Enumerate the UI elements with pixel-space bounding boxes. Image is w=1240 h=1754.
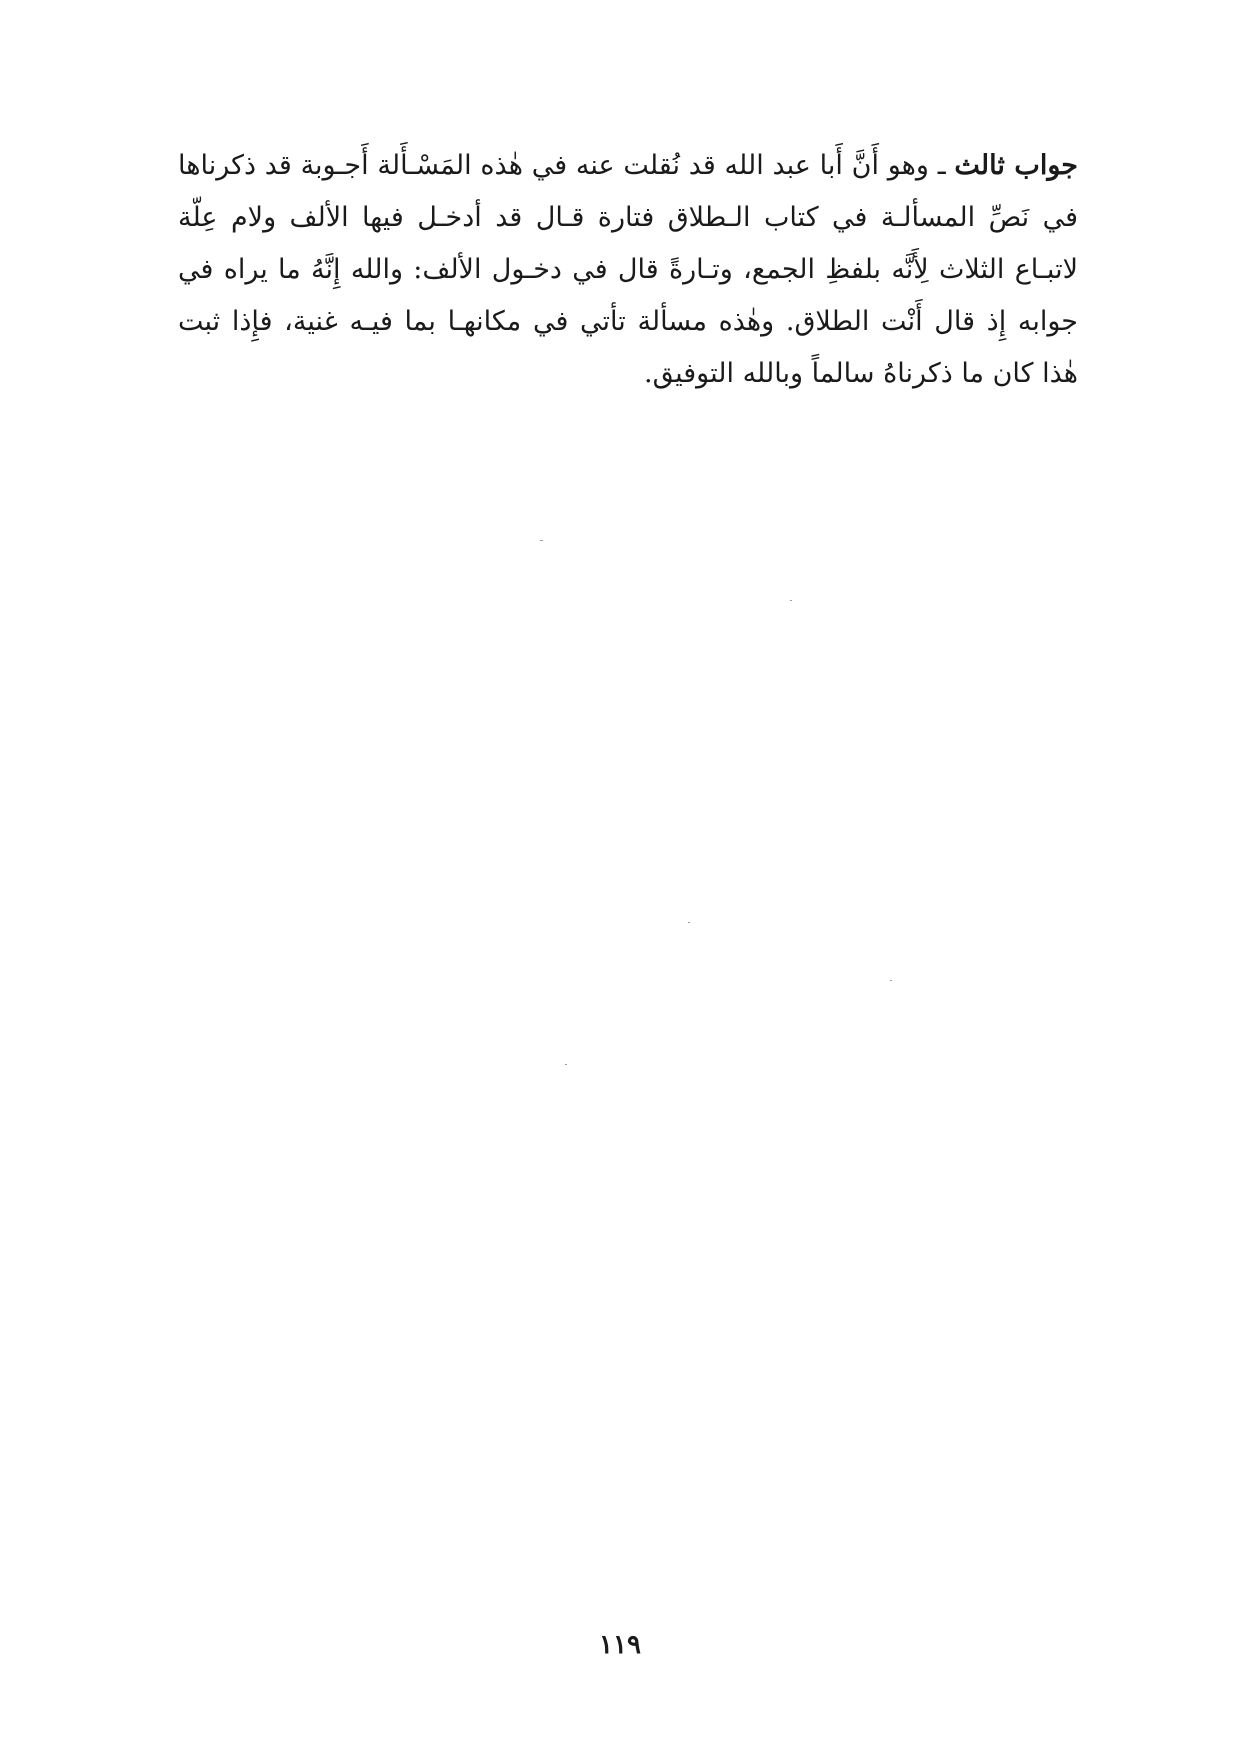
page-number: ١١٩ [599,1630,641,1660]
section-heading: جواب ثالث [954,150,1078,181]
scan-speck [565,1064,567,1065]
scan-speck [688,922,690,923]
paragraph-body: ـ وهو أَنَّ أَبا عبد الله قد نُقلت عنه في هٰذه المَسْـأَلة أَجـوبة قد ذكرناها في نَصِّ المسألـة في كتاب الـطلاق فتارة قـال قد أدخـل فيها الألف ولام عِلّة لاتبـاع الثلاث لِأَنَّه بلفظِ الجمع، وتـارةً قال في دخـول الألف: والله إِنَّهُ ما يراه في جوابه إِذ قال أَنْت الطلاق. وهٰذه مسألة تأتي في مكانهـا بما فيـه غنية، فإِذا ثبت هٰذا كان ما ذكرناهُ سالماً وبالله التوفيق. [178,150,1078,389]
scan-speck [540,540,543,541]
body-paragraph [178,140,1078,400]
scan-speck [890,980,892,981]
paragraph-text [178,140,1078,400]
scan-speck [790,600,792,601]
